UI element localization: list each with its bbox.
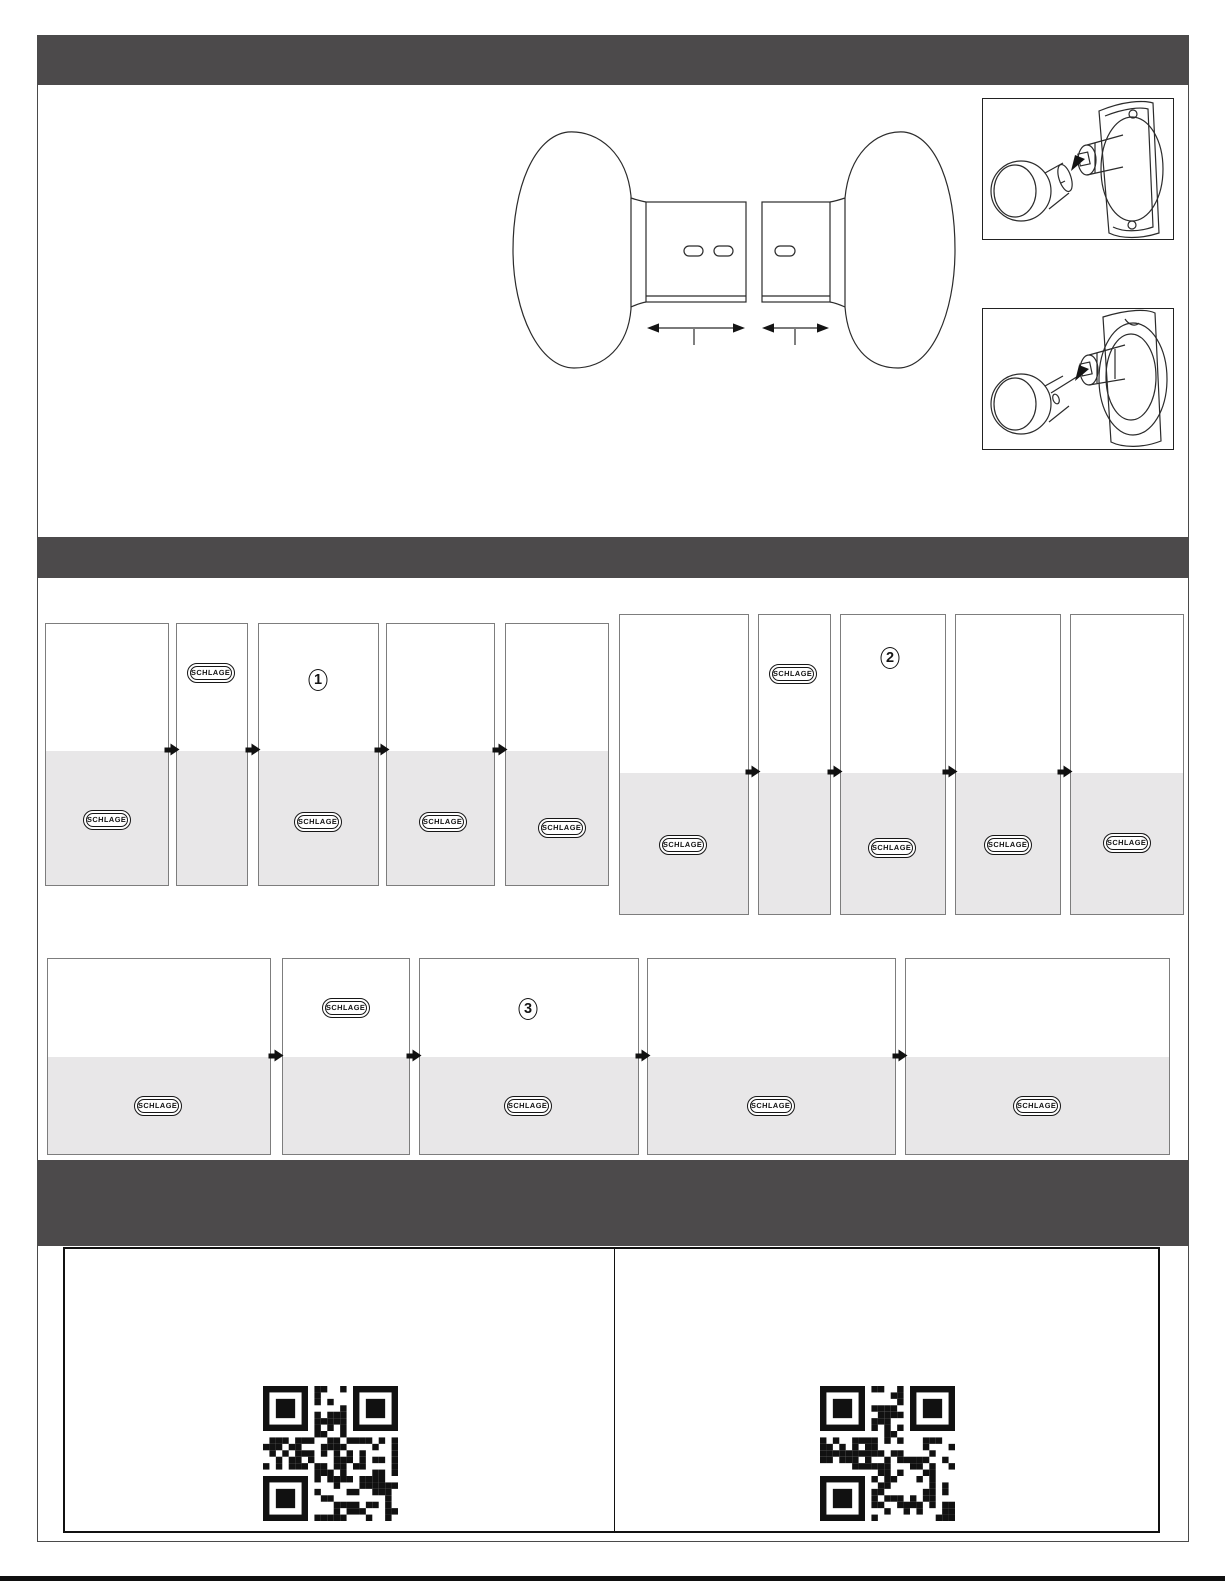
step-panel [47, 958, 271, 1155]
step-panel [282, 958, 410, 1155]
step-panel [505, 623, 609, 886]
flow-arrow-icon [269, 1050, 284, 1063]
schlage-logo-text: SCHLAGE [773, 669, 813, 679]
step-3-badge: 3 [519, 998, 538, 1020]
step-panel [1070, 614, 1184, 915]
knob-installation-illustration-2 [982, 308, 1174, 450]
schlage-logo [322, 998, 370, 1018]
flow-arrow-icon [493, 744, 508, 757]
schlage-logo-text: SCHLAGE [508, 1101, 548, 1111]
flow-arrow-icon [893, 1050, 908, 1063]
step-panel [647, 958, 896, 1155]
flow-arrow-icon [746, 766, 761, 779]
knob-installation-illustration-1 [982, 98, 1174, 240]
schlage-logo-text: SCHLAGE [191, 668, 231, 678]
schlage-logo [187, 663, 235, 683]
section-bar-middle [38, 537, 1188, 578]
step-2-badge: 2 [881, 647, 900, 669]
schlage-logo [538, 818, 586, 838]
step-panel [905, 958, 1170, 1155]
flow-arrow-icon [375, 744, 390, 757]
schlage-logo [659, 835, 707, 855]
flow-arrow-icon [1058, 766, 1073, 779]
schlage-logo [419, 812, 467, 832]
step-panel [419, 958, 639, 1155]
qr-code-left [263, 1386, 398, 1521]
flow-arrow-icon [828, 766, 843, 779]
schlage-logo [868, 838, 916, 858]
schlage-logo [747, 1096, 795, 1116]
step-panel [258, 623, 379, 886]
flow-arrow-icon [246, 744, 261, 757]
qr-section-divider [614, 1249, 615, 1531]
schlage-logo [294, 812, 342, 832]
knob-dimension-diagram [500, 120, 965, 375]
schlage-logo-text: SCHLAGE [988, 840, 1028, 850]
flow-arrow-icon [943, 766, 958, 779]
qr-code-right [820, 1386, 955, 1521]
schlage-logo-text: SCHLAGE [87, 815, 127, 825]
schlage-logo-text: SCHLAGE [872, 843, 912, 853]
schlage-logo-text: SCHLAGE [423, 817, 463, 827]
step-panel [386, 623, 495, 886]
knob-into-rose-drawing [983, 309, 1173, 449]
flow-arrow-icon [636, 1050, 651, 1063]
schlage-logo [134, 1096, 182, 1116]
section-bar-top [38, 36, 1188, 85]
flow-arrow-icon [165, 744, 180, 757]
step-1-badge: 1 [309, 669, 328, 691]
section-bar-bottom [38, 1160, 1188, 1246]
step-panel [45, 623, 169, 886]
schlage-logo-text: SCHLAGE [1107, 838, 1147, 848]
step-panel [619, 614, 749, 915]
schlage-logo-text: SCHLAGE [138, 1101, 178, 1111]
step-panel [758, 614, 831, 915]
qr-section [63, 1247, 1160, 1533]
schlage-logo [1013, 1096, 1061, 1116]
schlage-logo [984, 835, 1032, 855]
schlage-logo-text: SCHLAGE [663, 840, 703, 850]
schlage-logo [1103, 833, 1151, 853]
knob-into-chassis-drawing [983, 99, 1173, 239]
schlage-logo [83, 810, 131, 830]
schlage-logo-text: SCHLAGE [326, 1003, 366, 1013]
schlage-logo [504, 1096, 552, 1116]
schlage-logo-text: SCHLAGE [1017, 1101, 1057, 1111]
schlage-logo [769, 664, 817, 684]
schlage-logo-text: SCHLAGE [751, 1101, 791, 1111]
page-footer-rule [0, 1576, 1225, 1581]
schlage-logo-text: SCHLAGE [542, 823, 582, 833]
step-panel [955, 614, 1061, 915]
schlage-logo-text: SCHLAGE [298, 817, 338, 827]
flow-arrow-icon [407, 1050, 422, 1063]
